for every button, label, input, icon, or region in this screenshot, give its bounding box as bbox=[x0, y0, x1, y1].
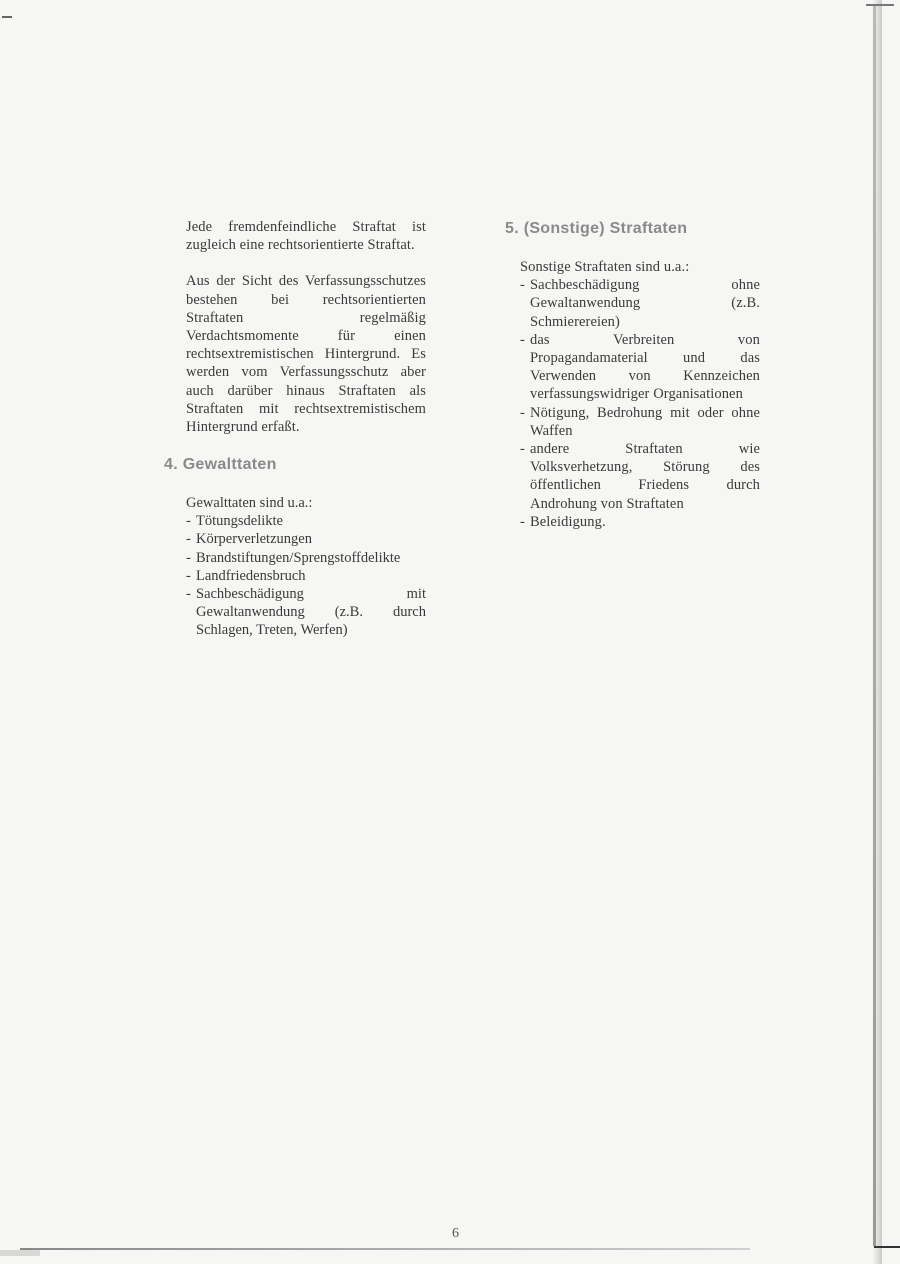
section-gewalttaten-body bbox=[186, 494, 426, 640]
list-item: - Tötungsdelikte bbox=[186, 512, 426, 530]
paragraph-verfassungsschutz: Aus der Sicht des Verfassungsschutzes bestehen bei rechtsorientierten Straftaten regelmäßig Verdachtsmomente für einen rechtsextremistischen Hintergrund. Es werden vom Verfassungsschutz aber auch darüber hinaus Straftaten als Straftaten mit rechtsextremistischem Hintergrund erfaßt. bbox=[186, 273, 426, 436]
sonstige-straftaten-list bbox=[520, 276, 760, 531]
list-item: - andere Straftaten wie Volksverhetzung, Störung des öffentlichen Friedens durch Androhung von Straftaten bbox=[520, 440, 760, 513]
list-item: - Sachbeschädigung mit Gewaltanwendung (z.B. durch Schlagen, Treten, Werfen) bbox=[186, 585, 426, 640]
section-heading-gewalttaten: 4. Gewalttaten bbox=[164, 456, 277, 473]
left-column bbox=[186, 218, 426, 436]
list-intro: Gewalttaten sind u.a.: bbox=[186, 495, 313, 511]
gewalttaten-list bbox=[186, 512, 426, 639]
scan-mark-bottom-right bbox=[874, 1246, 900, 1248]
scan-mark-top-right bbox=[866, 4, 894, 6]
page-number: 6 bbox=[452, 1226, 459, 1241]
list-item: - Nötigung, Bedrohung mit oder ohne Waffen bbox=[520, 404, 760, 440]
list-item: - Sachbeschädigung ohne Gewaltanwendung (z.B. Schmierereien) bbox=[520, 276, 760, 331]
scan-edge-right bbox=[873, 6, 876, 1246]
section-heading-sonstige-straftaten: 5. (Sonstige) Straftaten bbox=[505, 220, 688, 237]
list-item: - Körperverletzungen bbox=[186, 530, 426, 548]
scan-shadow-bottom-left bbox=[0, 1250, 40, 1256]
list-item: - Brandstiftungen/Sprengstoffdelikte bbox=[186, 549, 426, 567]
list-item: - Beleidigung. bbox=[520, 513, 760, 531]
list-item: - das Verbreiten von Propagandamaterial und das Verwenden von Kennzeichen verfassungswidriger Organisationen bbox=[520, 331, 760, 404]
section-sonstige-body bbox=[520, 258, 760, 531]
scan-mark-left-top bbox=[2, 16, 12, 18]
scan-edge-bottom bbox=[20, 1248, 750, 1250]
paragraph-intro: Jede fremdenfeindliche Straftat ist zugleich eine rechtsorientierte Straftat. bbox=[186, 219, 426, 254]
list-item: - Landfriedensbruch bbox=[186, 567, 426, 585]
list-intro: Sonstige Straftaten sind u.a.: bbox=[520, 259, 690, 275]
